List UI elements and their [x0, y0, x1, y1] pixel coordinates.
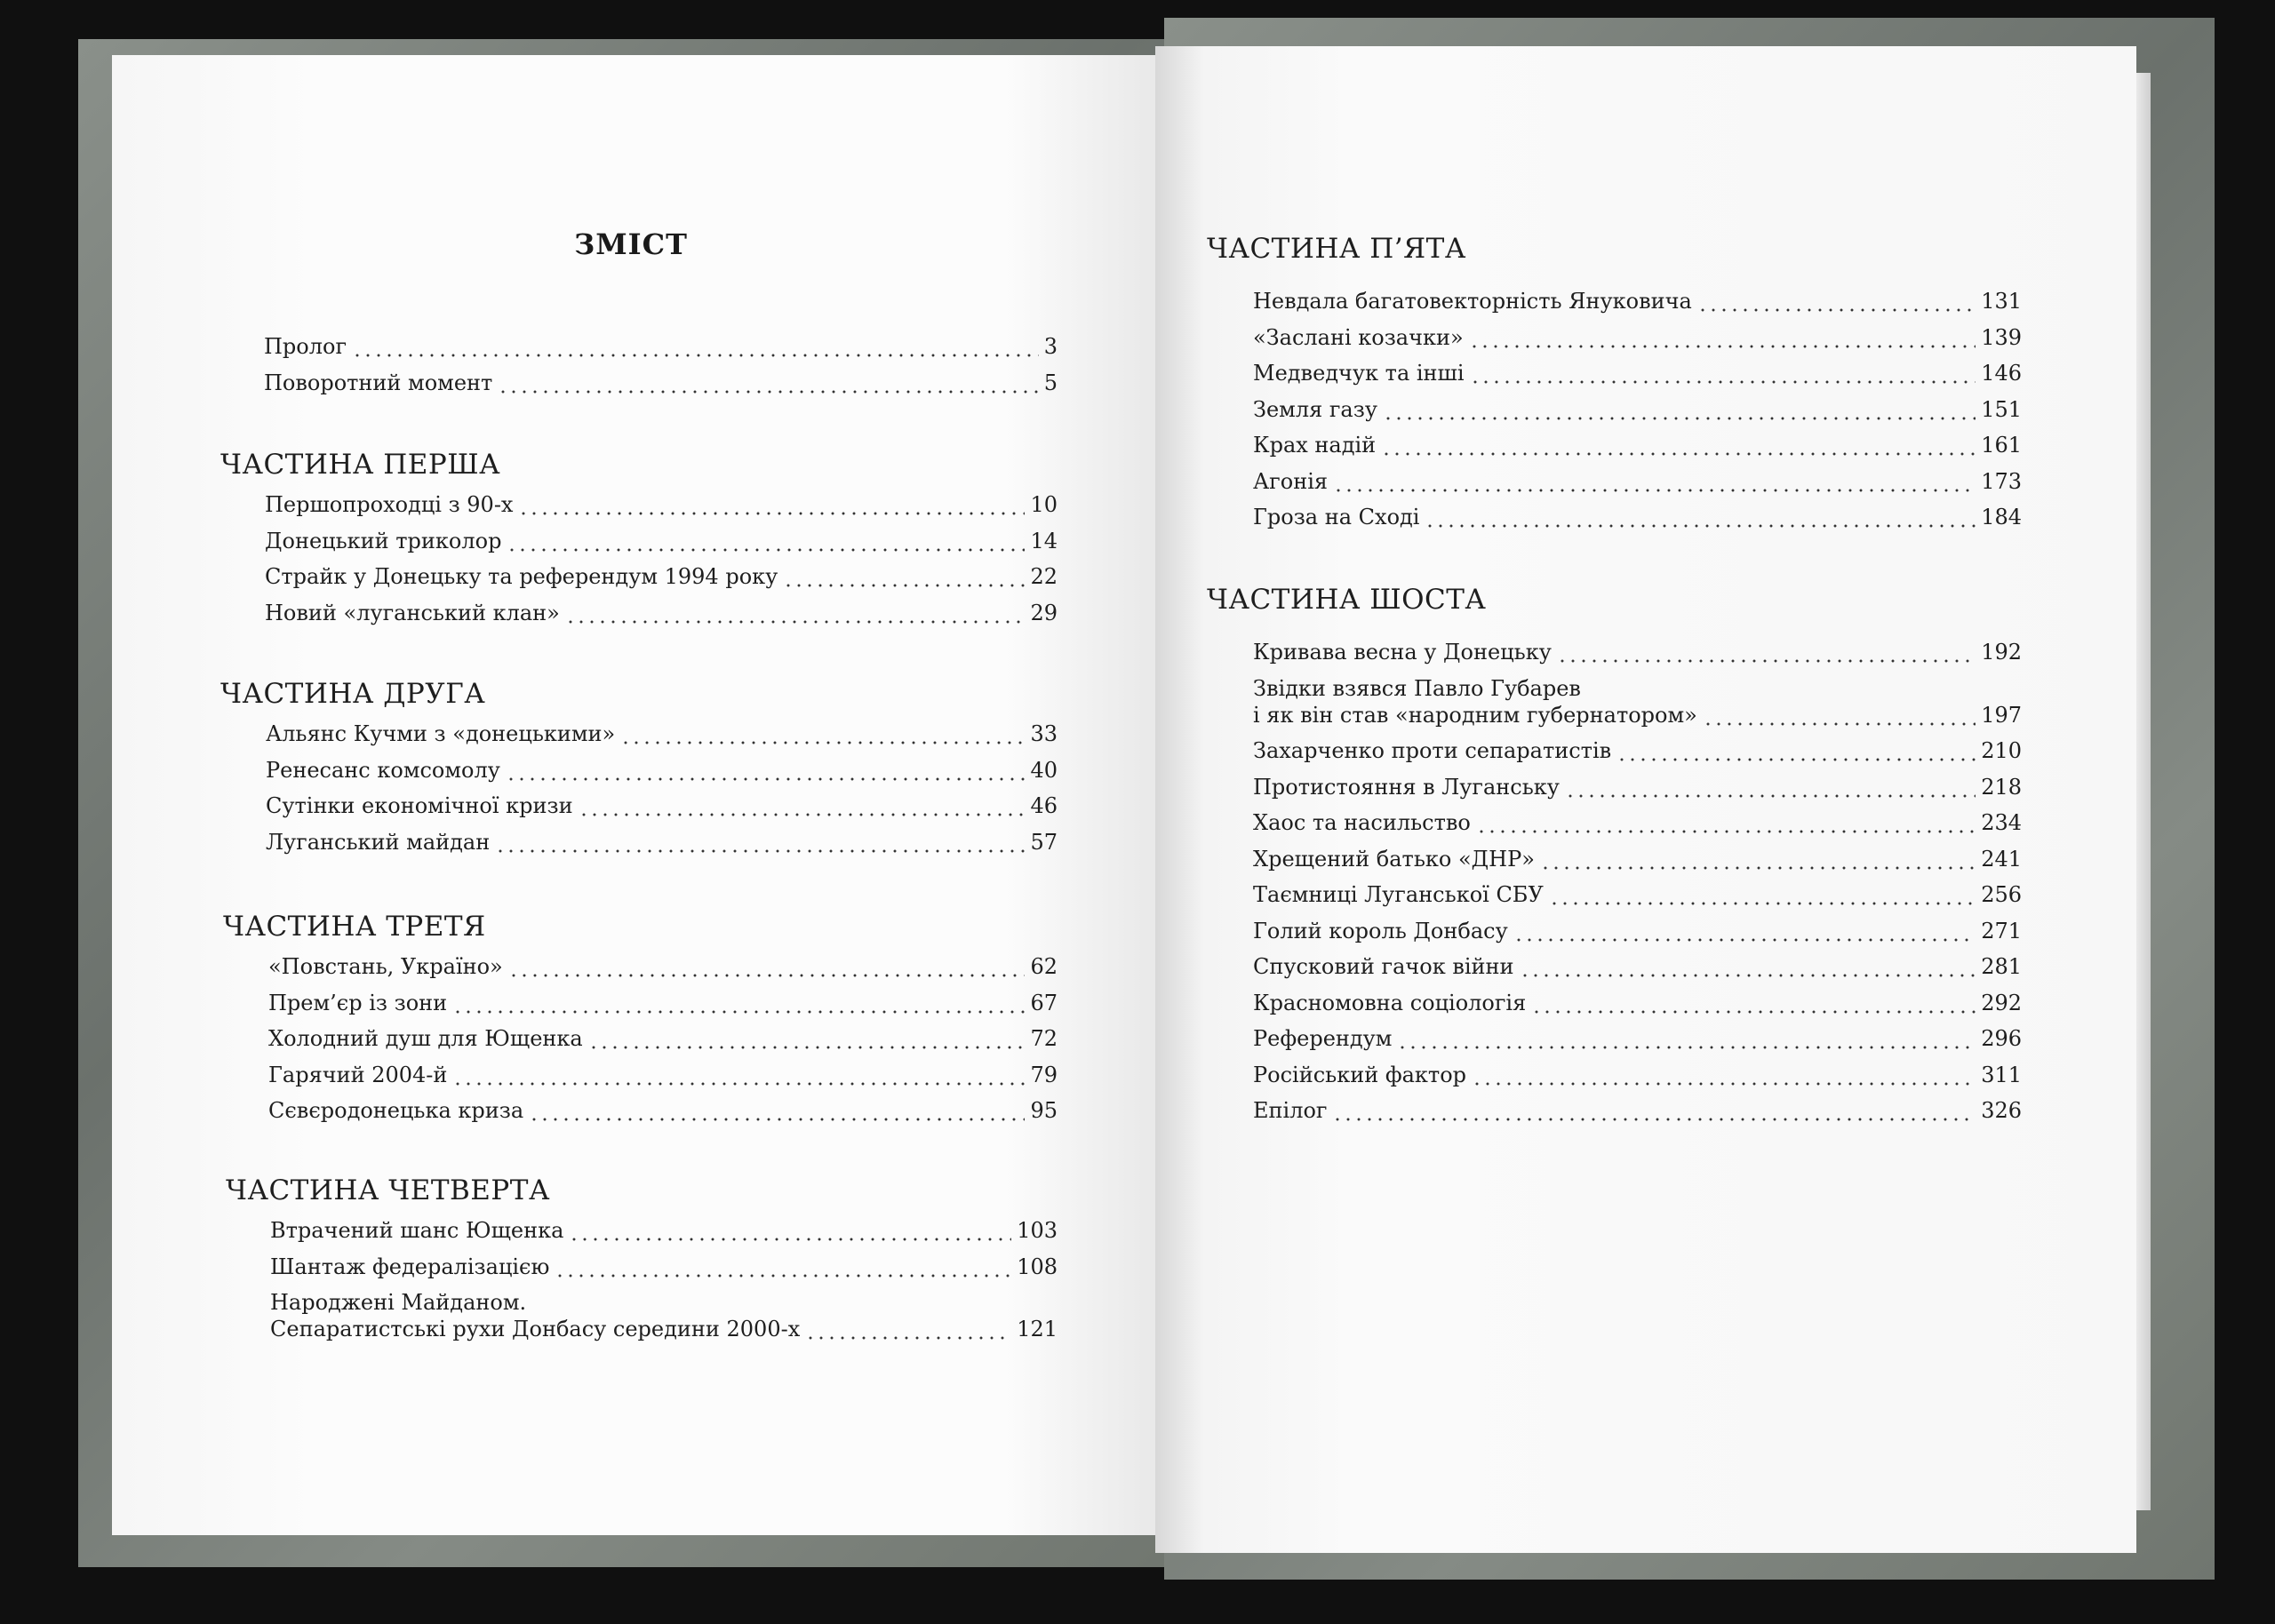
dot-leader [1383, 396, 1976, 423]
toc-entry-title: Альянс Кучми з «донецькими» [266, 721, 616, 746]
toc-title: ЗМІСТ [574, 227, 688, 261]
toc-entry-title: Референдум [1253, 1026, 1393, 1051]
page-stack-edge [2136, 73, 2151, 1510]
toc-entry [268, 1097, 1058, 1124]
dot-leader [518, 491, 1025, 518]
toc-entry [1253, 953, 2022, 980]
toc-entry-title [1253, 675, 1697, 728]
toc-entry-page: 192 [1981, 640, 2022, 665]
toc-entry [268, 990, 1058, 1016]
dot-leader [495, 829, 1025, 856]
toc-entry-title: Поворотний момент [264, 370, 493, 395]
toc-entry-title: Голий король Донбасу [1253, 918, 1508, 943]
dot-leader [507, 528, 1025, 554]
toc-entry-page: 108 [1017, 1254, 1058, 1279]
dot-leader [1476, 809, 1976, 836]
dot-leader [1425, 504, 1976, 530]
dot-leader [1333, 468, 1976, 495]
toc-entry-page: 326 [1981, 1098, 2022, 1123]
toc-entry [1253, 432, 2022, 458]
toc-entry-title: Таємниці Луганської СБУ [1253, 882, 1544, 907]
toc-entry [1253, 990, 2022, 1016]
dot-leader [555, 1254, 1011, 1280]
toc-entry [1253, 504, 2022, 530]
toc-entry-title: Прем’єр із зони [268, 990, 448, 1015]
toc-entry-title [270, 1289, 800, 1342]
toc-entry-title: Втрачений шанс Ющенка [270, 1218, 564, 1243]
toc-entry-page: 131 [1981, 289, 2022, 314]
toc-entry-page: 210 [1981, 738, 2022, 763]
toc-entry-title: Сєвєродонецька криза [268, 1098, 524, 1123]
toc-entry [1253, 324, 2022, 351]
toc-entry-title: Кривава весна у Донецьку [1253, 640, 1552, 665]
dot-leader [1565, 774, 1976, 800]
toc-entry [1253, 809, 2022, 836]
toc-entry-page: 146 [1981, 361, 2022, 386]
dot-leader [1381, 432, 1976, 458]
dot-leader [1397, 1025, 1976, 1052]
part-heading: ЧАСТИНА ШОСТА [1207, 584, 1487, 616]
dot-leader [529, 1097, 1025, 1124]
toc-entry-page: 161 [1981, 433, 2022, 458]
toc-entry-title: Першопроходці з 90-х [265, 492, 514, 517]
part-heading: ЧАСТИНА ЧЕТВЕРТА [226, 1174, 550, 1206]
toc-entry-title: Шантаж федералізацією [270, 1254, 550, 1279]
dot-leader [565, 600, 1026, 626]
dot-leader [1513, 918, 1976, 944]
toc-entry-page: 256 [1981, 882, 2022, 907]
toc-entry-page: 29 [1030, 600, 1058, 625]
toc-entry-page: 14 [1030, 528, 1058, 553]
toc-entry-title: Невдала багатовекторність Януковича [1253, 289, 1692, 314]
toc-entry-page: 292 [1981, 990, 2022, 1015]
toc-entry-page: 79 [1030, 1062, 1058, 1087]
toc-entry-title: Новий «луганський клан» [265, 600, 560, 625]
toc-entry-title: Епілог [1253, 1098, 1328, 1123]
toc-entry-title: Красномовна соціологія [1253, 990, 1527, 1015]
toc-entry-page: 33 [1030, 721, 1058, 746]
toc-entry-page: 121 [1017, 1317, 1058, 1341]
toc-entry [1253, 1062, 2022, 1088]
toc-entry-title: Спусковий гачок війни [1253, 954, 1514, 979]
dot-leader [805, 1316, 1011, 1342]
toc-entry [1253, 468, 2022, 495]
toc-entry-page: 62 [1030, 954, 1058, 979]
toc-entry-page: 281 [1981, 954, 2022, 979]
dot-leader [588, 1025, 1026, 1052]
dot-leader [1469, 324, 1976, 351]
toc-entry-title: Російський фактор [1253, 1062, 1467, 1087]
part-heading: ЧАСТИНА ДРУГА [220, 678, 486, 710]
toc-entry-title: «Заслані козачки» [1253, 324, 1464, 350]
toc-entry-page: 151 [1981, 396, 2022, 422]
toc-entry-title-line1: Народжені Майданом. [270, 1290, 527, 1315]
toc-entry-page: 296 [1981, 1026, 2022, 1051]
toc-entry-page: 103 [1017, 1218, 1058, 1243]
toc-entry-page: 173 [1981, 468, 2022, 494]
toc-entry [268, 953, 1058, 980]
toc-entry [1253, 396, 2022, 423]
dot-leader [1616, 737, 1976, 764]
toc-entry [264, 333, 1058, 360]
dot-leader [452, 1062, 1025, 1088]
toc-entry [264, 370, 1058, 396]
toc-entry-page: 10 [1030, 492, 1058, 517]
toc-entry-title: Страйк у Донецьку та референдум 1994 року [265, 564, 778, 589]
dot-leader [620, 720, 1025, 747]
toc-entry-page: 218 [1981, 774, 2022, 800]
toc-entry-title: Хрещений батько «ДНР» [1253, 846, 1535, 872]
toc-entry-title: Сутінки економічної кризи [266, 793, 573, 818]
toc-entry-page: 67 [1030, 990, 1058, 1015]
dot-leader [1557, 639, 1976, 665]
toc-entry [1253, 675, 2022, 728]
toc-entry [1253, 360, 2022, 386]
toc-entry-title: Хаос та насильство [1253, 810, 1471, 835]
toc-entry-title: Протистояння в Луганську [1253, 774, 1560, 800]
toc-entry-title-line2: Сепаратистські рухи Донбасу середини 2000-х [270, 1317, 801, 1341]
toc-entry-page: 241 [1981, 846, 2022, 872]
dot-leader [506, 757, 1026, 784]
dot-leader [1472, 1062, 1976, 1088]
toc-entry-title: Пролог [264, 334, 347, 359]
toc-entry-page: 95 [1030, 1098, 1058, 1123]
toc-entry [1253, 881, 2022, 908]
dot-leader [1470, 360, 1976, 386]
dot-leader [1520, 953, 1976, 980]
toc-entry-title-line2: і як він став «народним губернатором» [1253, 702, 1697, 728]
dot-leader [352, 333, 1039, 360]
dot-leader [508, 953, 1026, 980]
toc-entry-title: Земля газу [1253, 396, 1377, 422]
toc-entry-page: 3 [1043, 334, 1058, 359]
toc-entry-title: Захарченко проти сепаратистів [1253, 738, 1612, 763]
dot-leader [498, 370, 1038, 396]
dot-leader [1531, 990, 1976, 1016]
toc-entry-page: 22 [1030, 564, 1058, 589]
toc-entry-title: Медведчук та інші [1253, 361, 1465, 386]
toc-entry-title: Гроза на Сході [1253, 505, 1420, 529]
toc-entry-title: Крах надій [1253, 433, 1377, 458]
toc-entry-page: 46 [1030, 793, 1058, 818]
toc-entry [1253, 846, 2022, 872]
toc-entry [266, 792, 1058, 819]
toc-entry [266, 757, 1058, 784]
toc-entry [1253, 918, 2022, 944]
toc-entry-page: 139 [1981, 324, 2022, 350]
dot-leader [569, 1217, 1011, 1244]
toc-entry [266, 720, 1058, 747]
toc-entry-page: 40 [1030, 757, 1058, 783]
toc-entry-page: 234 [1981, 810, 2022, 835]
toc-entry-page: 184 [1981, 505, 2022, 529]
dot-leader [1332, 1097, 1976, 1124]
toc-entry [266, 829, 1058, 856]
toc-entry [1253, 1025, 2022, 1052]
part-heading: ЧАСТИНА П’ЯТА [1207, 233, 1466, 265]
toc-entry-title: Луганський майдан [266, 829, 491, 855]
toc-entry-title: «Повстань, Україно» [268, 954, 503, 979]
toc-entry-page: 5 [1043, 370, 1058, 395]
dot-leader [1540, 846, 1976, 872]
toc-entry-title: Гарячий 2004-й [268, 1062, 448, 1087]
toc-entry [265, 600, 1058, 626]
dot-leader [1697, 288, 1976, 314]
toc-entry [265, 528, 1058, 554]
part-heading: ЧАСТИНА ТРЕТЯ [223, 911, 486, 943]
toc-entry [265, 563, 1058, 590]
toc-entry-page: 57 [1030, 829, 1058, 855]
toc-entry [1253, 288, 2022, 314]
toc-entry [268, 1062, 1058, 1088]
dot-leader [452, 990, 1025, 1016]
toc-entry [270, 1217, 1058, 1244]
toc-entry-title-line1: Звідки взявся Павло Губарев [1253, 675, 1581, 701]
toc-entry [1253, 1097, 2022, 1124]
toc-entry-page: 311 [1981, 1062, 2022, 1087]
toc-entry [270, 1289, 1058, 1342]
toc-entry [268, 1025, 1058, 1052]
toc-entry-title: Холодний душ для Ющенка [268, 1026, 583, 1051]
part-heading: ЧАСТИНА ПЕРША [220, 449, 501, 481]
toc-entry-title: Ренесанс комсомолу [266, 757, 500, 783]
toc-entry [1253, 639, 2022, 665]
toc-entry [1253, 774, 2022, 800]
dot-leader [1703, 702, 1976, 728]
toc-entry-page: 197 [1981, 702, 2022, 728]
dot-leader [783, 563, 1025, 590]
dot-leader [579, 792, 1026, 819]
toc-entry-page: 271 [1981, 918, 2022, 943]
toc-entry [270, 1254, 1058, 1280]
toc-entry-title: Донецький триколор [265, 528, 502, 553]
toc-entry-page: 72 [1030, 1026, 1058, 1051]
dot-leader [1549, 881, 1976, 908]
toc-entry-title: Агонія [1253, 468, 1329, 494]
toc-entry [1253, 737, 2022, 764]
toc-entry [265, 491, 1058, 518]
